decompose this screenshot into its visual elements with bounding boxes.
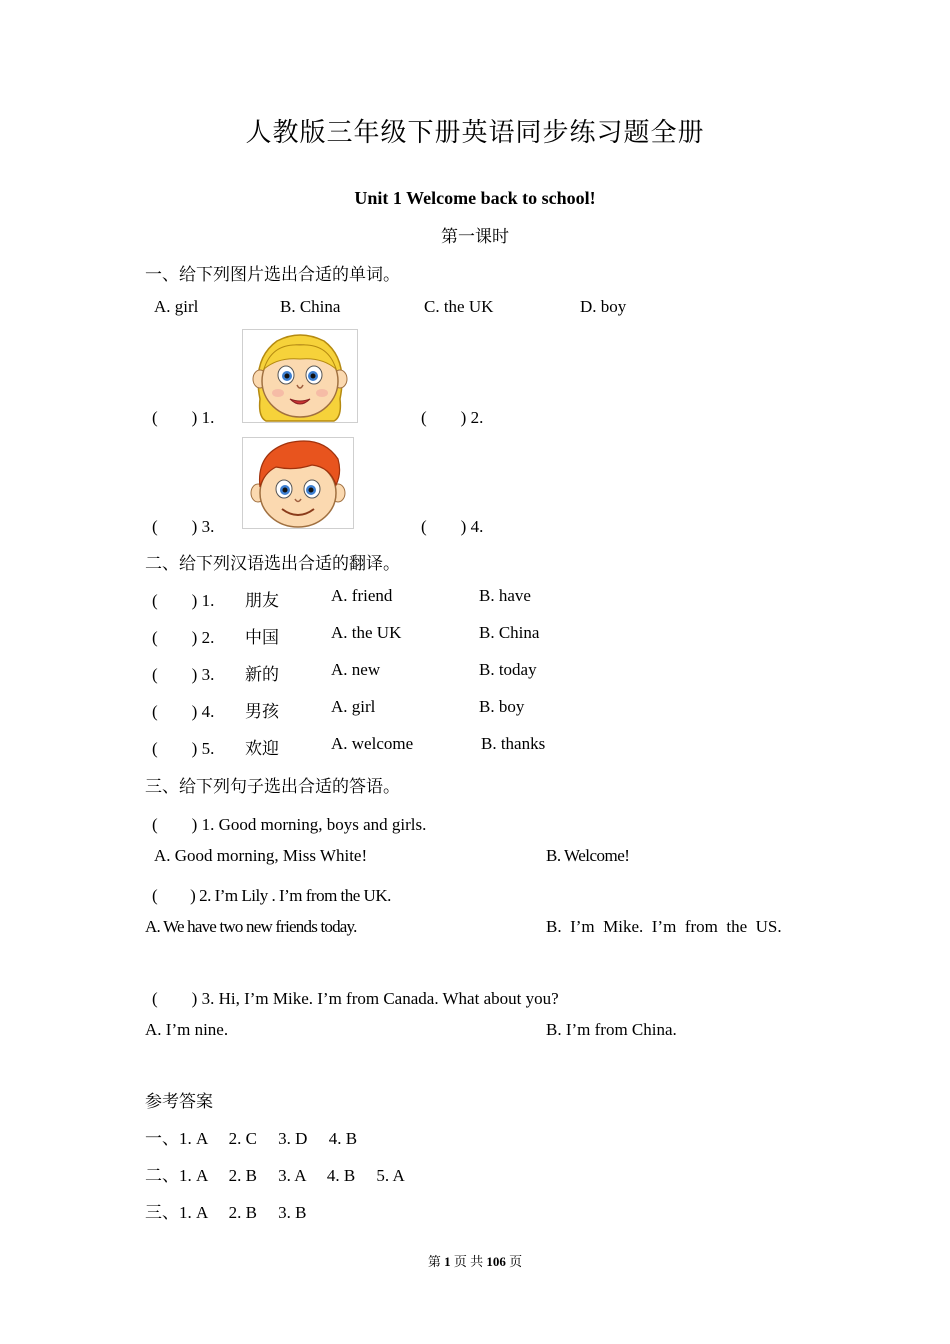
translate-option-a: A. the UK	[331, 623, 402, 642]
translate-item-num[interactable]: ( ) 2.	[152, 628, 215, 647]
translate-item-num[interactable]: ( ) 3.	[152, 665, 215, 684]
picture-item-3[interactable]: ( ) 3.	[152, 517, 215, 536]
translate-option-b: B. boy	[479, 697, 525, 716]
translate-item-num[interactable]: ( ) 5.	[152, 739, 215, 758]
footer-mid: 页 共	[450, 1254, 487, 1269]
section1-heading: 一、给下列图片选出合适的单词。	[145, 265, 400, 284]
picture-item-1[interactable]: ( ) 1.	[152, 408, 215, 427]
option-d: D. boy	[580, 297, 627, 316]
translate-option-b: B. have	[479, 586, 531, 605]
footer-prefix: 第	[427, 1254, 445, 1269]
translate-option-a: A. friend	[331, 586, 393, 605]
boy-face-picture	[242, 437, 354, 529]
girl-face-picture	[242, 329, 358, 423]
translate-item-num[interactable]: ( ) 4.	[152, 702, 215, 721]
document-title: 人教版三年级下册英语同步练习题全册	[245, 118, 705, 147]
section2-heading: 二、给下列汉语选出合适的翻译。	[145, 554, 400, 573]
footer-page-number: 1	[444, 1254, 451, 1269]
translate-option-a: A. welcome	[331, 734, 414, 753]
translate-item-chinese: 欢迎	[245, 739, 279, 758]
translate-option-b: B. today	[479, 660, 537, 679]
picture-item-4[interactable]: ( ) 4.	[421, 517, 484, 536]
question-1-option-a: A. Good morning, Miss White!	[154, 846, 368, 865]
question-1[interactable]: ( ) 1. Good morning, boys and girls.	[152, 815, 427, 834]
translate-option-a: A. girl	[331, 697, 376, 716]
question-1-option-b: B. Welcome!	[546, 846, 630, 865]
footer-suffix: 页	[505, 1254, 523, 1269]
translate-item-num[interactable]: ( ) 1.	[152, 591, 215, 610]
answers-line-3: 三、1. A 2. B 3. B	[145, 1203, 307, 1222]
translate-option-b: B. thanks	[481, 734, 546, 753]
answers-heading: 参考答案	[145, 1092, 213, 1111]
page-footer	[0, 1251, 950, 1270]
question-3-option-a: A. I’m nine.	[145, 1020, 229, 1039]
option-a: A. girl	[154, 297, 199, 316]
footer-total-pages: 106	[486, 1254, 506, 1269]
translate-item-chinese: 男孩	[245, 702, 279, 721]
translate-option-b: B. China	[479, 623, 540, 642]
question-2[interactable]: ( ) 2. I’m Lily . I’m from the UK.	[152, 886, 391, 905]
unit-title: Unit 1 Welcome back to school!	[354, 188, 596, 208]
question-3-option-b: B. I’m from China.	[546, 1020, 677, 1039]
option-b: B. China	[280, 297, 341, 316]
question-2-option-b: B. I’m Mike. I’m from the US.	[546, 917, 782, 936]
option-c: C. the UK	[424, 297, 494, 316]
translate-item-chinese: 新的	[245, 665, 279, 684]
translate-item-chinese: 中国	[245, 628, 279, 647]
picture-item-2[interactable]: ( ) 2.	[421, 408, 484, 427]
question-3[interactable]: ( ) 3. Hi, I’m Mike. I’m from Canada. What about you?	[152, 989, 559, 1008]
section3-heading: 三、给下列句子选出合适的答语。	[145, 777, 400, 796]
answers-line-2: 二、1. A 2. B 3. A 4. B 5. A	[145, 1166, 405, 1185]
question-2-option-a: A. We have two new friends today.	[145, 917, 357, 936]
translate-option-a: A. new	[331, 660, 381, 679]
translate-item-chinese: 朋友	[245, 591, 279, 610]
answers-line-1: 一、1. A 2. C 3. D 4. B	[145, 1129, 358, 1148]
lesson-label: 第一课时	[441, 227, 509, 246]
